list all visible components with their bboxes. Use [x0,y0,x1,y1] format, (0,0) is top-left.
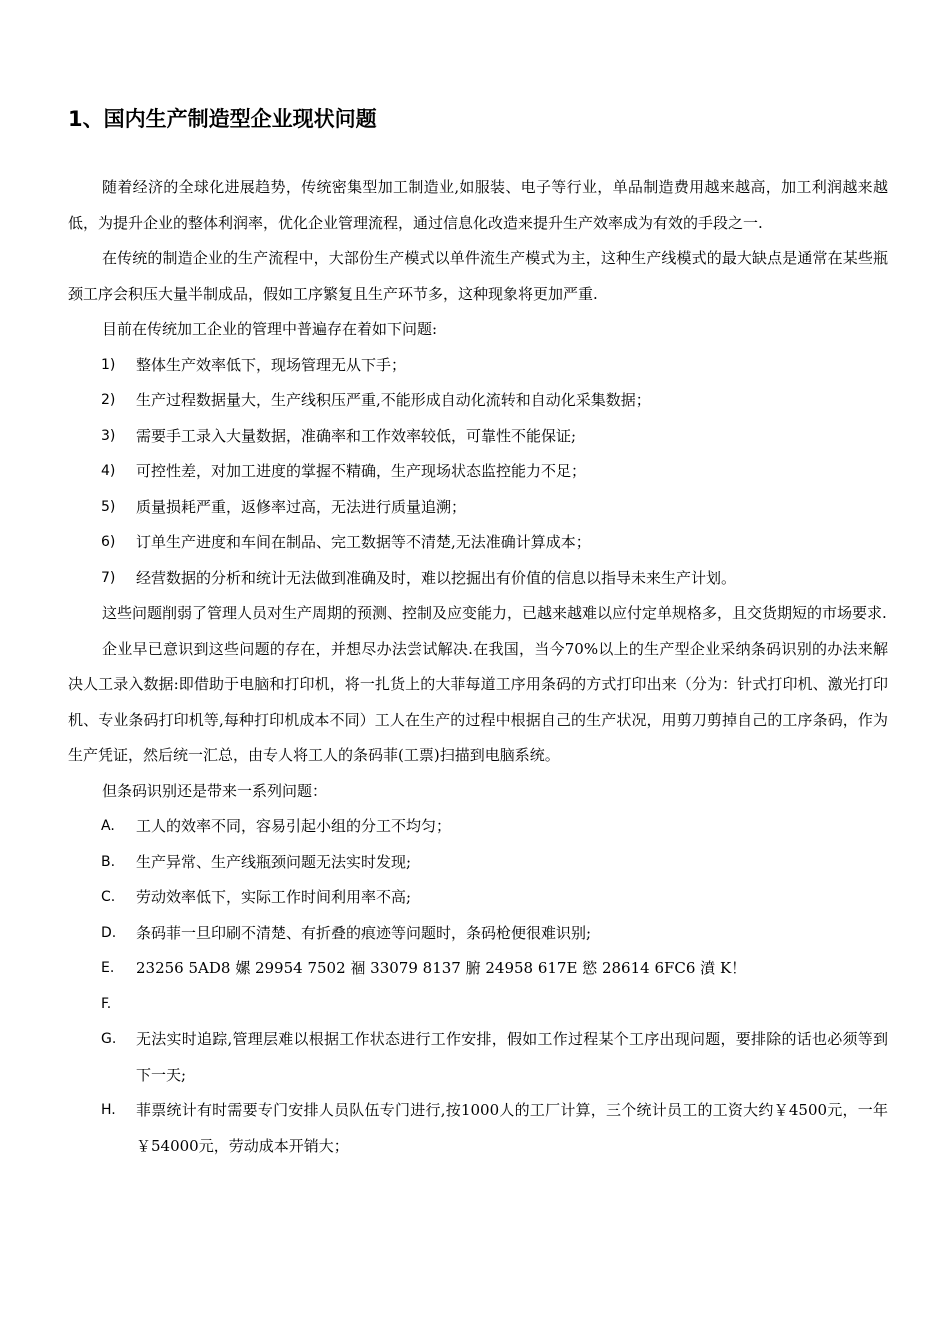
paragraph-impact: 这些问题削弱了管理人员对生产周期的预测、控制及应变能力，已越来越难以应付定单规格多，且交货期短的市场要求. [102,604,887,622]
list-item [68,454,888,490]
list-number: 5) [101,498,116,515]
list-item [68,561,888,597]
list-item-text: 订单生产进度和车间在制品、完工数据等不清楚,无法准确计算成本； [136,533,591,551]
list-item [68,1093,888,1164]
problem-list [68,348,888,597]
list-number: 4) [101,463,116,479]
list-number: 2) [101,392,116,408]
list-item [68,490,888,526]
list-item-text: 劳动效率低下，实际工作时间利用率不高; [136,888,412,906]
list-item [68,383,888,419]
list-letter: B. [101,853,116,870]
list-item [68,348,888,384]
barcode-issue-list [68,809,888,1164]
list-item-text: 工人的效率不同，容易引起小组的分工不均匀； [136,817,452,835]
paragraph-production-flow: 在传统的制造企业的生产流程中，大部份生产模式以单件流生产模式为主，这种生产线模式的最大缺点是通常在某些瓶颈工序会积压大量半制成品，假如工序繁复且生产环节多，这种现象将更加严重. [68,249,888,303]
list-item-text: 可控性差，对加工进度的掌握不精确，生产现场状态监控能力不足； [136,462,587,480]
list-item [68,419,888,455]
list-letter: E. [101,960,115,976]
list-item-text: 生产过程数据量大，生产线积压严重,不能形成自动化流转和自动化采集数据； [136,391,651,409]
list-number: 6) [101,534,116,550]
list-item-text: 无法实时追踪,管理层难以根据工作状态进行工作安排，假如工作过程某个工序出现问题，要排除的话也必须等到下一天; [136,1030,888,1084]
list-item [68,987,888,1023]
section-title: 1、国内生产制造型企业现状问题 [68,107,377,131]
list-item-text: 质量损耗严重，返修率过高，无法进行质量追溯； [136,497,467,516]
list-item-text: 整体生产效率低下，现场管理无从下手； [136,355,407,374]
list-letter: A. [101,818,115,834]
list-item-text: 菲票统计有时需要专门安排人员队伍专门进行,按1000人的工厂计算，三个统计员工的工资大约￥4500元，一年￥54000元，劳动成本开销大； [136,1101,888,1155]
list-item [68,916,888,952]
list-letter: G. [101,1031,117,1047]
list-item [68,951,888,987]
list-number: 1) [101,356,116,373]
list-item-text: 23256 5AD8 嫘 29954 7502 祻 33079 8137 腑 24958 617E 慾 28614 6FC6 濆 K！ [136,959,747,977]
list-number: 7) [101,569,116,586]
list-item-text: 需要手工录入大量数据，准确率和工作效率较低，可靠性不能保证; [136,426,577,445]
list-letter: F. [101,995,112,1012]
list-item [68,845,888,881]
list-number: 3) [101,427,116,444]
list-letter: H. [101,1102,116,1118]
list-letter: C. [101,889,116,905]
list-item [68,809,888,845]
list-item [68,525,888,561]
list-item [68,1022,888,1093]
paragraph-problems-lead: 目前在传统加工企业的管理中普遍存在着如下问题: [102,320,438,338]
list-item [68,880,888,916]
list-item-text: 经营数据的分析和统计无法做到准确及时，难以挖掘出有价值的信息以指导未来生产计划。 [136,568,737,587]
document-body [68,104,888,1164]
paragraph-barcode-issues-lead: 但条码识别还是带来一系列问题： [102,781,328,800]
paragraph-intro: 随着经济的全球化进展趋势，传统密集型加工制造业,如服装、电子等行业，单品制造费用越来越高，加工利润越来越低，为提升企业的整体利润率，优化企业管理流程，通过信息化改造来提升生产效率成为有效的手段之一. [68,178,888,232]
list-letter: D. [101,924,117,941]
list-item-text: 条码菲一旦印刷不清楚、有折叠的痕迹等问题时，条码枪便很难识别; [136,923,592,942]
list-item-text: 生产异常、生产线瓶颈问题无法实时发现; [136,852,412,871]
paragraph-barcode-solution: 企业早已意识到这些问题的存在，并想尽办法尝试解决.在我国，当今70%以上的生产型企业采纳条码识别的办法来解决人工录入数据:即借助于电脑和打印机，将一扎货上的大菲每道工序用条码的方式打印出来（分为：针式打印机、激光打印机、专业条码打印机等,每种打印机成本不同）工人在生产的过程中根据自己的生产状况，用剪刀剪掉自己的工序条码，作为生产凭证，然后统一汇总，由专人将工人的条码菲(工票)扫描到电脑系统。 [68,639,888,764]
